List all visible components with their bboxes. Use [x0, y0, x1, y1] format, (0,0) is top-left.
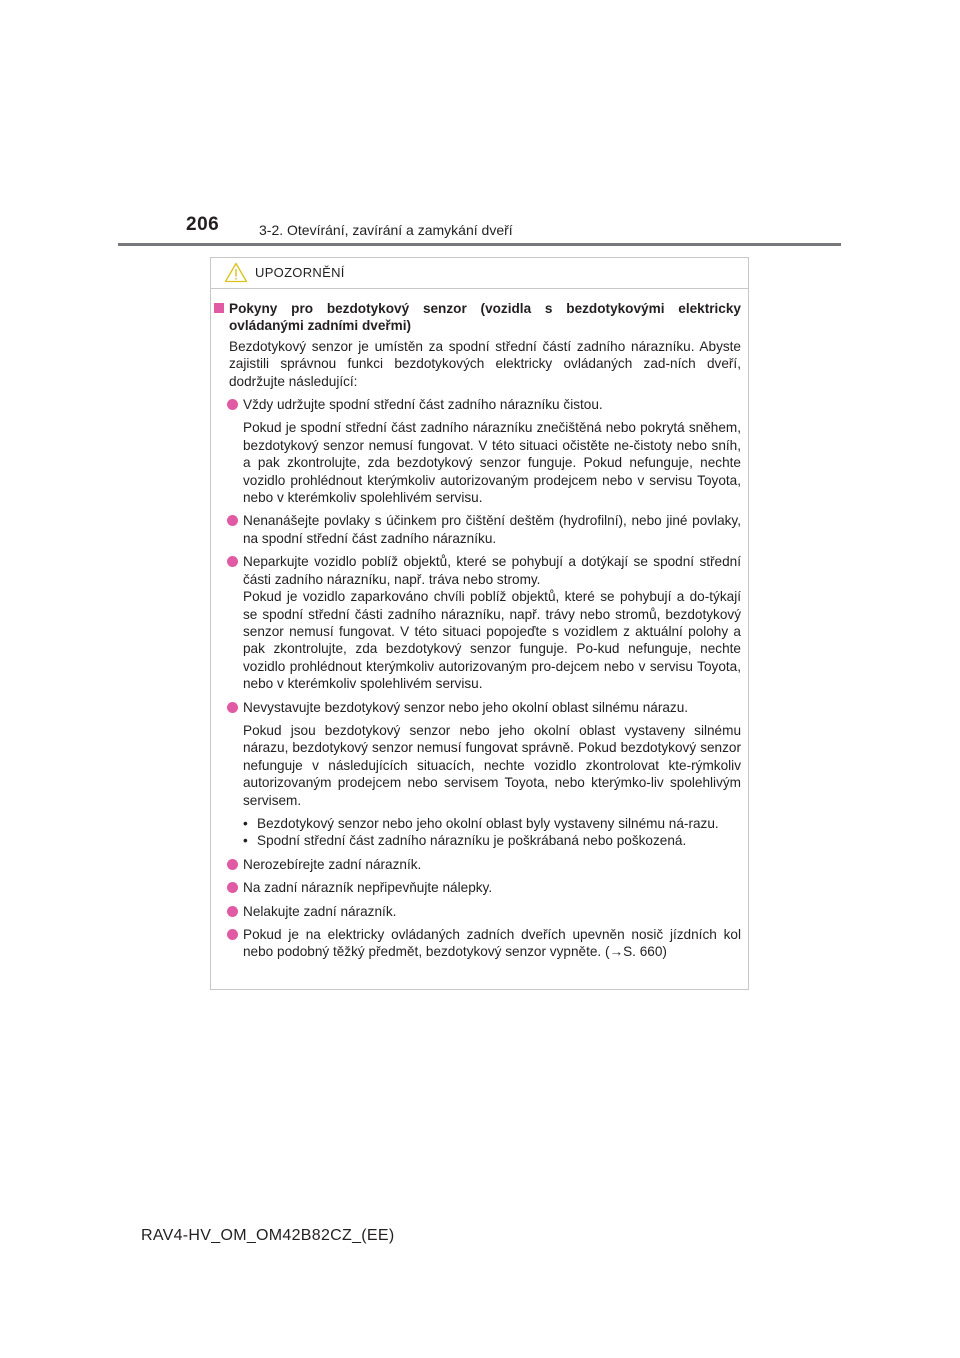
- bullet-text: Nelakujte zadní nárazník.: [243, 903, 397, 919]
- bullet-detail: Pokud je spodní střední část zadního nárazníku znečištěná nebo pokrytá sněhem, bezdotykový senzor nemusí fungovat. V této situaci očistěte ne-čistoty nebo sníh, a pak zkontrolujte, zda bezdotykový senzor funguje. Pokud nefunguje, nechte vozidlo prohlédnout kterýmkoliv autorizovaným prodejcem nebo v servisu Toyota, nebo v kterémkoliv spolehlivém servisu.: [243, 420, 741, 506]
- bullet-item: [211, 926, 748, 961]
- sub-bullet-item: [211, 832, 748, 849]
- round-bullet-icon: [227, 929, 238, 940]
- section-title: 3-2. Otevírání, zavírání a zamykání dveří: [259, 222, 513, 238]
- warning-label: UPOZORNĚNÍ: [255, 265, 345, 280]
- bullet-item: [211, 699, 748, 716]
- round-bullet-icon: [227, 399, 238, 410]
- sub-bullet-mark: •: [243, 833, 248, 849]
- round-bullet-icon: [227, 702, 238, 713]
- intro-paragraph: Bezdotykový senzor je umístěn za spodní střední částí zadního nárazníku. Abyste zajistili správnou funkci bezdotykových elektricky ovládaných zad-ních dveří, dodržujte následující:: [229, 338, 741, 389]
- topic-heading: [211, 300, 748, 335]
- bullet-text: Pokud je na elektricky ovládaných zadních dveřích upevněn nosič jízdních kol nebo podobný těžký předmět, bezdotykový senzor vypněte. (→S. 660): [243, 927, 741, 960]
- bullet-item: [211, 879, 748, 896]
- bullet-text: Nevystavujte bezdotykový senzor nebo jeho okolní oblast silnému nárazu.: [243, 699, 689, 715]
- topic-text: Pokyny pro bezdotykový senzor (vozidla s bezdotykovými elektricky ovládanými zadními dveřmi): [229, 301, 741, 334]
- bullet-detail: Pokud jsou bezdotykový senzor nebo jeho okolní oblast vystaveny silnému nárazu, bezdotykový senzor nemusí fungovat správně. Pokud bezdotykový senzor nefunguje v následujících situacích, nechte vozidlo zkontrolovat kte-rýmkoliv autorizovaným prodejcem nebo servisem Toyota, nebo kterýmko-liv spolehlivým servisem.: [243, 722, 741, 808]
- round-bullet-icon: [227, 882, 238, 893]
- bullet-text: Na zadní nárazník nepřipevňujte nálepky.: [243, 880, 493, 896]
- bullet-item: [211, 553, 748, 588]
- bullet-text: Nerozebírejte zadní nárazník.: [243, 856, 422, 872]
- bullet-item: [211, 856, 748, 873]
- bullet-item: [211, 903, 748, 920]
- sub-bullet-item: [211, 815, 748, 832]
- round-bullet-icon: [227, 859, 238, 870]
- warning-box: [210, 257, 749, 990]
- header-rule: [118, 243, 841, 246]
- round-bullet-icon: [227, 906, 238, 917]
- sub-bullet-mark: •: [243, 815, 248, 831]
- bullet-item: [211, 512, 748, 547]
- document-code: RAV4-HV_OM_OM42B82CZ_(EE): [141, 1227, 395, 1244]
- warning-header: [211, 258, 748, 289]
- round-bullet-icon: [227, 556, 238, 567]
- sub-bullet-text: Spodní střední část zadního nárazníku je poškrábaná nebo poškozená.: [257, 833, 687, 849]
- bullet-item: [211, 396, 748, 413]
- page-number: 206: [186, 214, 220, 235]
- sub-bullet-text: Bezdotykový senzor nebo jeho okolní oblast byly vystaveny silnému ná-razu.: [257, 815, 719, 831]
- square-bullet-icon: [214, 303, 224, 313]
- bullet-text: Vždy udržujte spodní střední část zadního nárazníku čistou.: [243, 397, 603, 413]
- bullet-text: Neparkujte vozidlo poblíž objektů, které se pohybují a dotýkají se spodní střední části zadního nárazníku, např. tráva nebo stromy.: [243, 554, 741, 587]
- bullet-detail: Pokud je vozidlo zaparkováno chvíli poblíž objektů, které se pohybují a do-týkají se spodní střední části zadního nárazníku, např. trávy nebo stromů, bezdotykový senzor nemusí fungovat. V této situaci popojeďte s vozidlem z aktuální polohy a pak zkontrolujte, zda bezdotykový senzor funguje. Po-kud nefunguje, nechte vozidlo prohlédnout kterýmkoliv autorizovaným pro-dejcem nebo v servisu Toyota, nebo v kterémkoliv spolehlivém servisu.: [243, 589, 741, 692]
- bullet-text: Nenanášejte povlaky s účinkem pro čištění deštěm (hydrofilní), nebo jiné povlaky, na spodní střední část zadního nárazníku.: [243, 513, 741, 546]
- warning-content: [211, 300, 748, 961]
- round-bullet-icon: [227, 515, 238, 526]
- warning-triangle-icon: [224, 262, 248, 283]
